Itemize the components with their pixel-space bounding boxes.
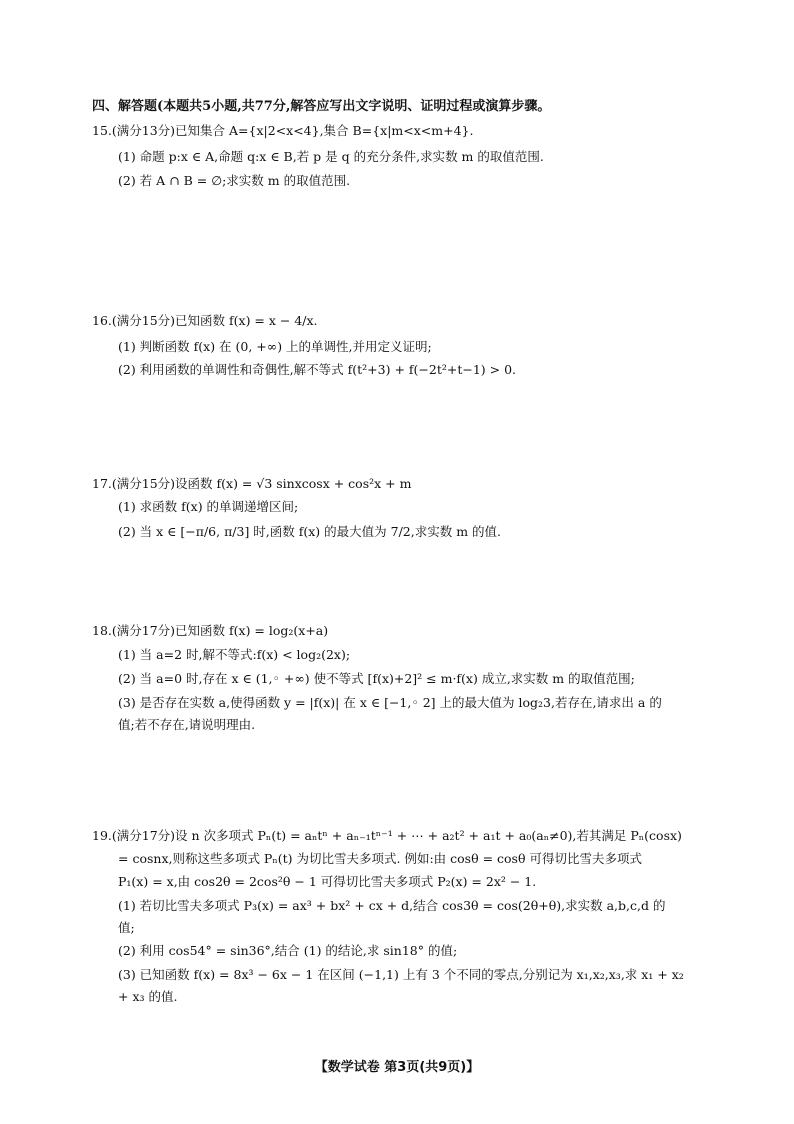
problem-19-part-3: (3) 已知函数 f(x) = 8x³ − 6x − 1 在区间 (−1,1) 上有 3 个不同的零点,分别记为 x₁,x₂,x₃,求 x₁ + x₂ <box>118 967 684 982</box>
problem-17-part-2: (2) 当 x ∈ [−π/6, π/3] 时,函数 f(x) 的最大值为 7/2,求实数 m 的值. <box>118 524 501 539</box>
problem-18-stem: 18.(满分17分)已知函数 f(x) = log₂(x+a) <box>92 623 329 638</box>
problem-15-stem: 15.(满分13分)已知集合 A={x|2<x<4},集合 B={x|m<x<m+4}. <box>92 123 474 138</box>
problem-19-stem-cont-1: = cosnx,则称这些多项式 Pₙ(t) 为切比雪夫多项式. 例如:由 cosθ = cosθ 可得切比雪夫多项式 <box>118 851 642 866</box>
problem-18-part-1: (1) 当 a=2 时,解不等式:f(x) < log₂(2x); <box>118 647 351 662</box>
problem-15-part-1: (1) 命题 p:x ∈ A,命题 q:x ∈ B,若 p 是 q 的充分条件,求实数 m 的取值范围. <box>118 149 544 164</box>
problem-18-part-3-cont: 值;若不存在,请说明理由. <box>118 717 256 732</box>
problem-19-part-1-cont: 值; <box>118 920 135 935</box>
problem-19-part-1: (1) 若切比雪夫多项式 P₃(x) = ax³ + bx² + cx + d,结合 cos3θ = cos(2θ+θ),求实数 a,b,c,d 的 <box>118 898 666 913</box>
problem-19-stem-cont-2: P₁(x) = x,由 cos2θ = 2cos²θ − 1 可得切比雪夫多项式 P₂(x) = 2x² − 1. <box>118 874 537 889</box>
problem-18-part-2: (2) 当 a=0 时,存在 x ∈ (1,◦ +∞) 使不等式 [f(x)+2]² ≤ m·f(x) 成立,求实数 m 的取值范围; <box>118 671 635 686</box>
problem-15-part-2: (2) 若 A ∩ B = ∅;求实数 m 的取值范围. <box>118 173 351 188</box>
problem-16-part-1: (1) 判断函数 f(x) 在 (0, +∞) 上的单调性,并用定义证明; <box>118 339 432 354</box>
problem-17-part-1: (1) 求函数 f(x) 的单调递增区间; <box>118 499 299 514</box>
problem-19-stem: 19.(满分17分)设 n 次多项式 Pₙ(t) = aₙtⁿ + aₙ₋₁tⁿ⁻¹ + ⋯ + a₂t² + a₁t + a₀(aₙ≠0),若其满足 Pₙ(cosx) <box>92 828 682 843</box>
problem-16-stem: 16.(满分15分)已知函数 f(x) = x − 4/x. <box>92 313 318 328</box>
page-footer: 【数学试卷 第3页(共9页)】 <box>314 1060 480 1075</box>
problem-16-part-2: (2) 利用函数的单调性和奇偶性,解不等式 f(t²+3) + f(−2t²+t−1) > 0. <box>118 362 516 377</box>
problem-19-part-2: (2) 利用 cos54° = sin36°,结合 (1) 的结论,求 sin18° 的值; <box>118 943 458 958</box>
problem-19-part-3-cont: + x₃ 的值. <box>118 989 178 1004</box>
section-title: 四、解答题(本题共5小题,共77分,解答应写出文字说明、证明过程或演算步骤。 <box>92 99 551 114</box>
problem-18-part-3: (3) 是否存在实数 a,使得函数 y = |f(x)| 在 x ∈ [−1,◦ 2] 上的最大值为 log₂3,若存在,请求出 a 的 <box>118 695 662 710</box>
problem-17-stem: 17.(满分15分)设函数 f(x) = √3 sinxcosx + cos²x + m <box>92 476 412 491</box>
